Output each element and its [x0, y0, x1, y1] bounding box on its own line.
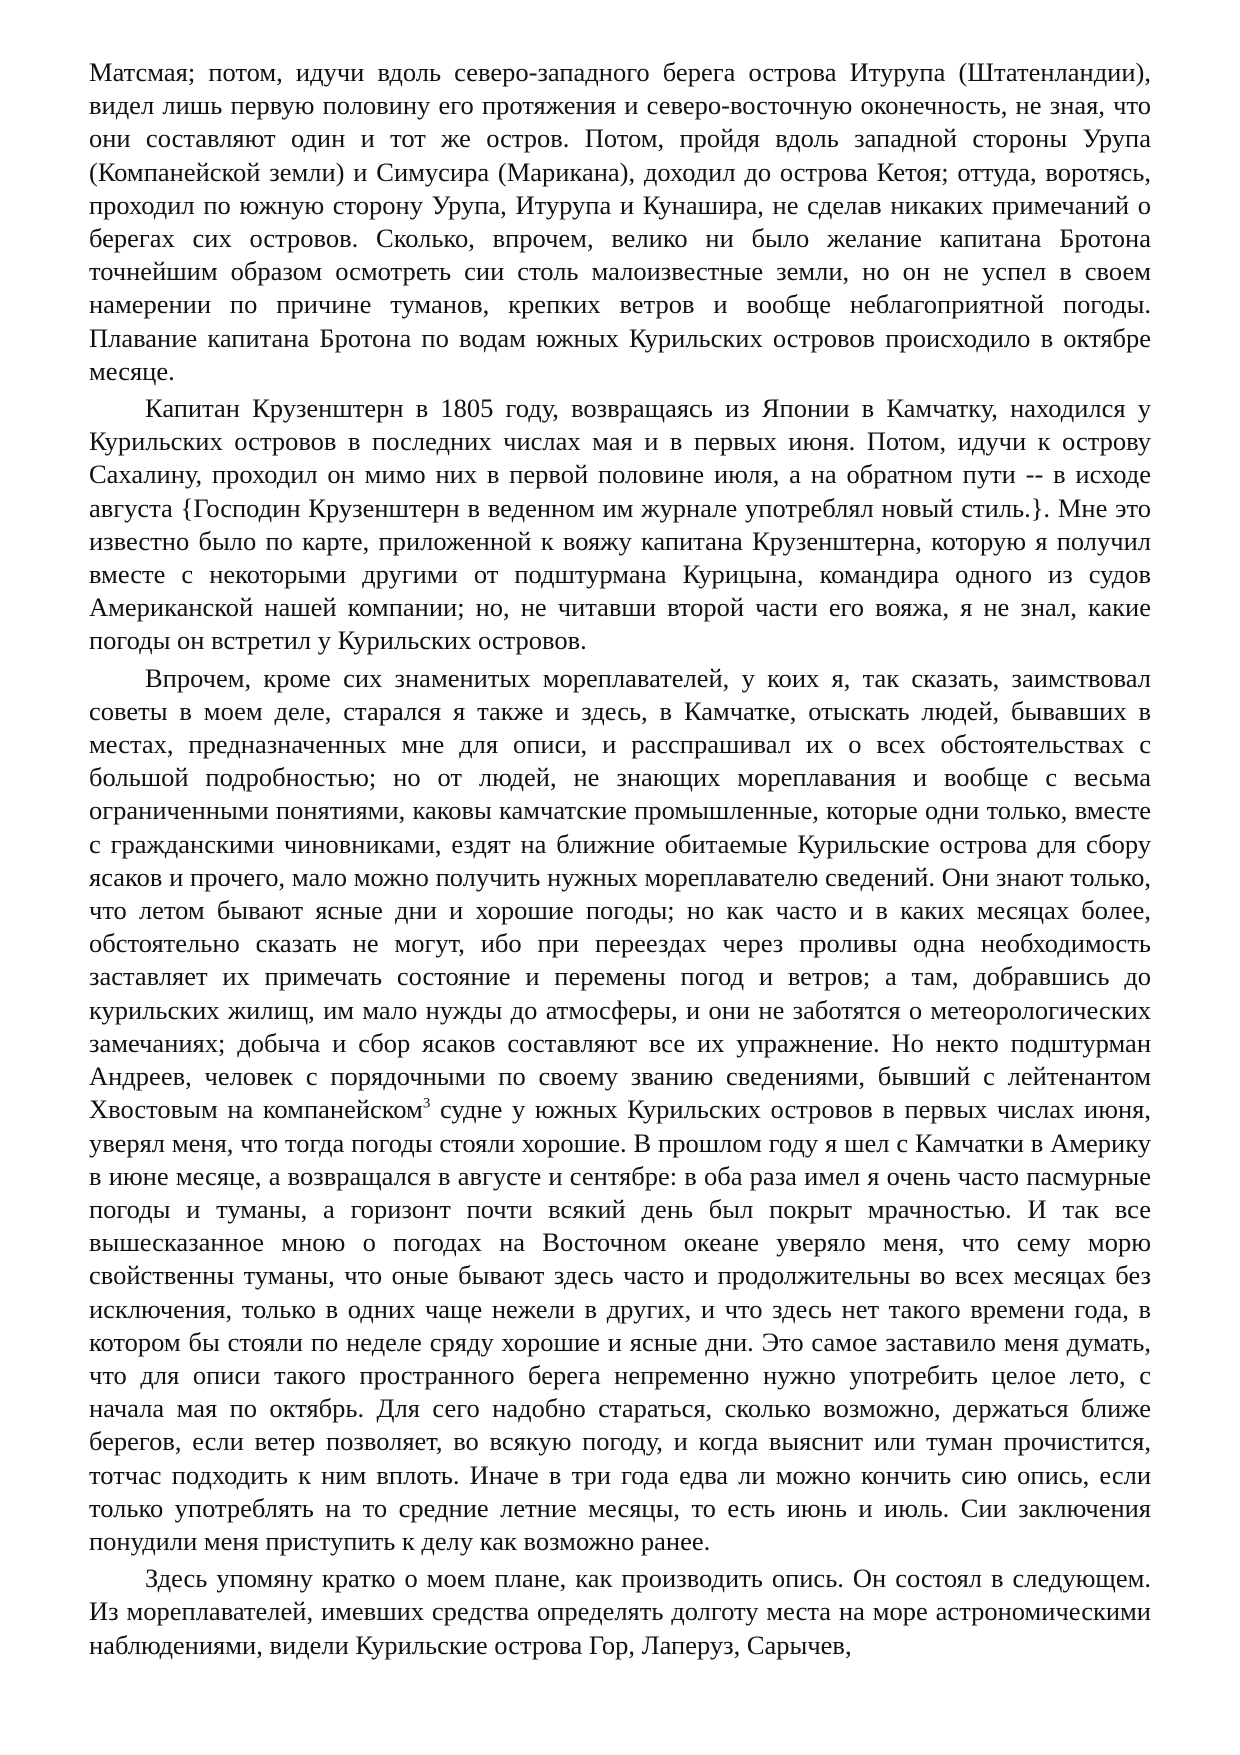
paragraph-krusenstern-voyage: Капитан Крузенштерн в 1805 году, возвращаясь из Японии в Камчатку, находился у Курильских островов в последних числах мая и в первых июня. Потом, идучи к острову Сахалину, проходил он мимо них в первой половине июля, а на обратном пути -- в исходе августа {Господин Крузенштерн в веденном им журнале употреблял новый стиль.}. Мне это известно было по карте, приложенной к вояжу капитана Крузенштерна, которую я получил вместе с некоторыми другими от подштурмана Курицына, командира одного из судов Американской нашей компании; но, не читавши второй части его вояжа, я не знал, какие погоды он встретил у Курильских островов.	[89, 393, 1151, 656]
paragraph-survey-plan: Здесь упомяну кратко о моем плане, как производить опись. Он состоял в следующем. Из мореплавателей, имевших средства определять долготу места на море астрономическими наблюдениями, видели Курильские острова Гор, Лаперуз, Сарычев,	[89, 1563, 1151, 1660]
text-column	[89, 56, 1151, 1662]
paragraph-local-inquiries	[89, 662, 1151, 1558]
paragraph-broughton-voyage: Матсмая; потом, идучи вдоль северо-западного берега острова Итурупа (Штатенландии), видел лишь первую половину его протяжения и северо-восточную оконечность, не зная, что они составляют один и тот же остров. Потом, пройдя вдоль западной стороны Урупа (Компанейской земли) и Симусира (Марикана), доходил до острова Кетоя; оттуда, воротясь, проходил по южную сторону Урупа, Итурупа и Кунашира, не сделав никаких примечаний о берегах сих островов. Сколько, впрочем, велико ни было желание капитана Бротона точнейшим образом осмотреть сии столь малоизвестные земли, но он не успел в своем намерении по причине туманов, крепких ветров и вообще неблагоприятной погоды. Плавание капитана Бротона по водам южных Курильских островов происходило в октябре месяце.	[89, 57, 1151, 386]
paragraph-text-before-footnote: Впрочем, кроме сих знаменитых мореплавателей, у коих я, так сказать, заимствовал советы в моем деле, старался я также и здесь, в Камчатке, отыскать людей, бывавших в местах, предназначенных мне для описи, и расспрашивал их о всех обстоятельствах с большой подробностью; но от людей, не знающих мореплавания и вообще с весьма ограниченными понятиями, каковы камчатские промышленные, которые одни только, вместе с гражданскими чиновниками, ездят на ближние обитаемые Курильские острова для сбору ясаков и прочего, мало можно получить нужных мореплавателю сведений. Они знают только, что летом бывают ясные дни и хорошие погоды; но как часто и в каких месяцах более, обстоятельно сказать не могут, ибо при переездах через проливы одна необходимость заставляет их примечать состояние и перемены погод и ветров; а там, добравшись до курильских жилищ, им мало нужды до атмосферы, и они не заботятся о метеорологических замечаниях; добыча и сбор ясаков составляют все их упражнение. Но некто подштурман Андреев, человек с порядочными по своему званию сведениями, бывший с лейтенантом Хвостовым на компанейском	[89, 662, 1151, 1125]
paragraph-text-after-footnote: судне у южных Курильских островов в первых числах июня, уверял меня, что тогда погоды стояли хорошие. В прошлом году я шел с Камчатки в Америку в июне месяце, а возвращался в августе и сентябре: в оба раза имел я очень часто пасмурные погоды и туманы, а горизонт почти всякий день был покрыт мрачностью. И так все вышесказанное мною о погодах на Восточном океане уверяло меня, что сему морю свойственны туманы, что оные бывают здесь часто и продолжительны во всех месяцах без исключения, только в одних чаще нежели в других, и что здесь нет такого времени года, в котором бы стояли по неделе сряду хорошие и ясные дни. Это самое заставило меня думать, что для описи такого пространного берега непременно нужно употребить целое лето, с начала мая по октябрь. Для сего надобно стараться, сколько возможно, держаться ближе берегов, если ветер позволяет, во всякую погоду, и когда выяснит или туман прочистится, тотчас подходить к ним вплоть. Иначе в три года едва ли можно кончить сию опись, если только употреблять на то средние летние месяцы, то есть июнь и июль. Сии заключения понудили меня приступить к делу как возможно ранее.	[89, 1094, 1151, 1556]
footnote-reference[interactable]: 3	[422, 1095, 431, 1112]
